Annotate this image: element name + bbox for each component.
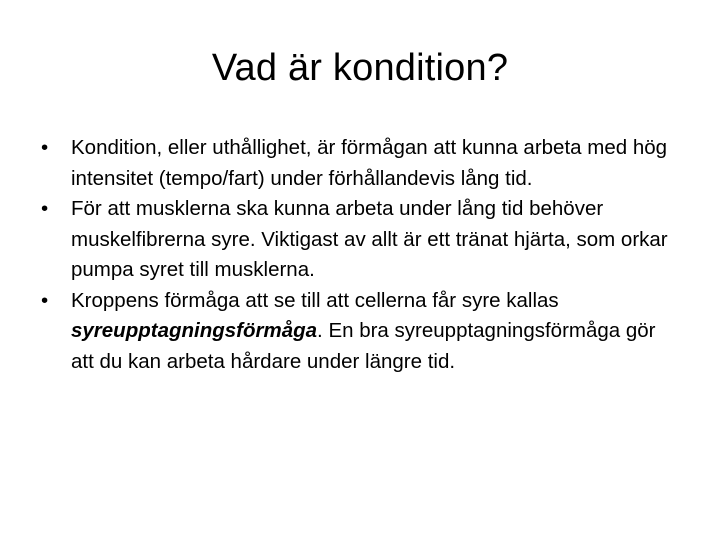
bullet-text: Kondition, eller uthållighet, är förmågan att kunna arbeta med hög intensitet (tempo/fart) under förhållandevis lång tid. — [71, 136, 668, 190]
bullet-marker: • — [41, 197, 49, 220]
slide-title: Vad är kondition? — [211, 47, 509, 89]
bullet-marker: • — [41, 288, 49, 312]
bullet-text: För att musklerna ska kunna arbeta under lång tid behöver muskelfibrerna syre. Viktigast av allt är ett tränat hjärta, som orkar pumpa syret till musklerna. — [71, 197, 668, 281]
bullet-item-3 — [36, 286, 676, 378]
bullet-text-before: Kroppens förmåga att se till att cellerna får syre kallas — [71, 288, 559, 312]
bullet-list — [36, 133, 676, 377]
bullet-marker: • — [41, 136, 49, 159]
bullet-item-1 — [36, 133, 676, 194]
bullet-text-after: . En bra syreupptagningsförmåga gör att du kan arbeta hårdare under längre tid. — [71, 319, 656, 373]
emphasized-term: syreupptagningsförmåga — [71, 319, 318, 342]
bullet-item-2 — [36, 194, 676, 286]
